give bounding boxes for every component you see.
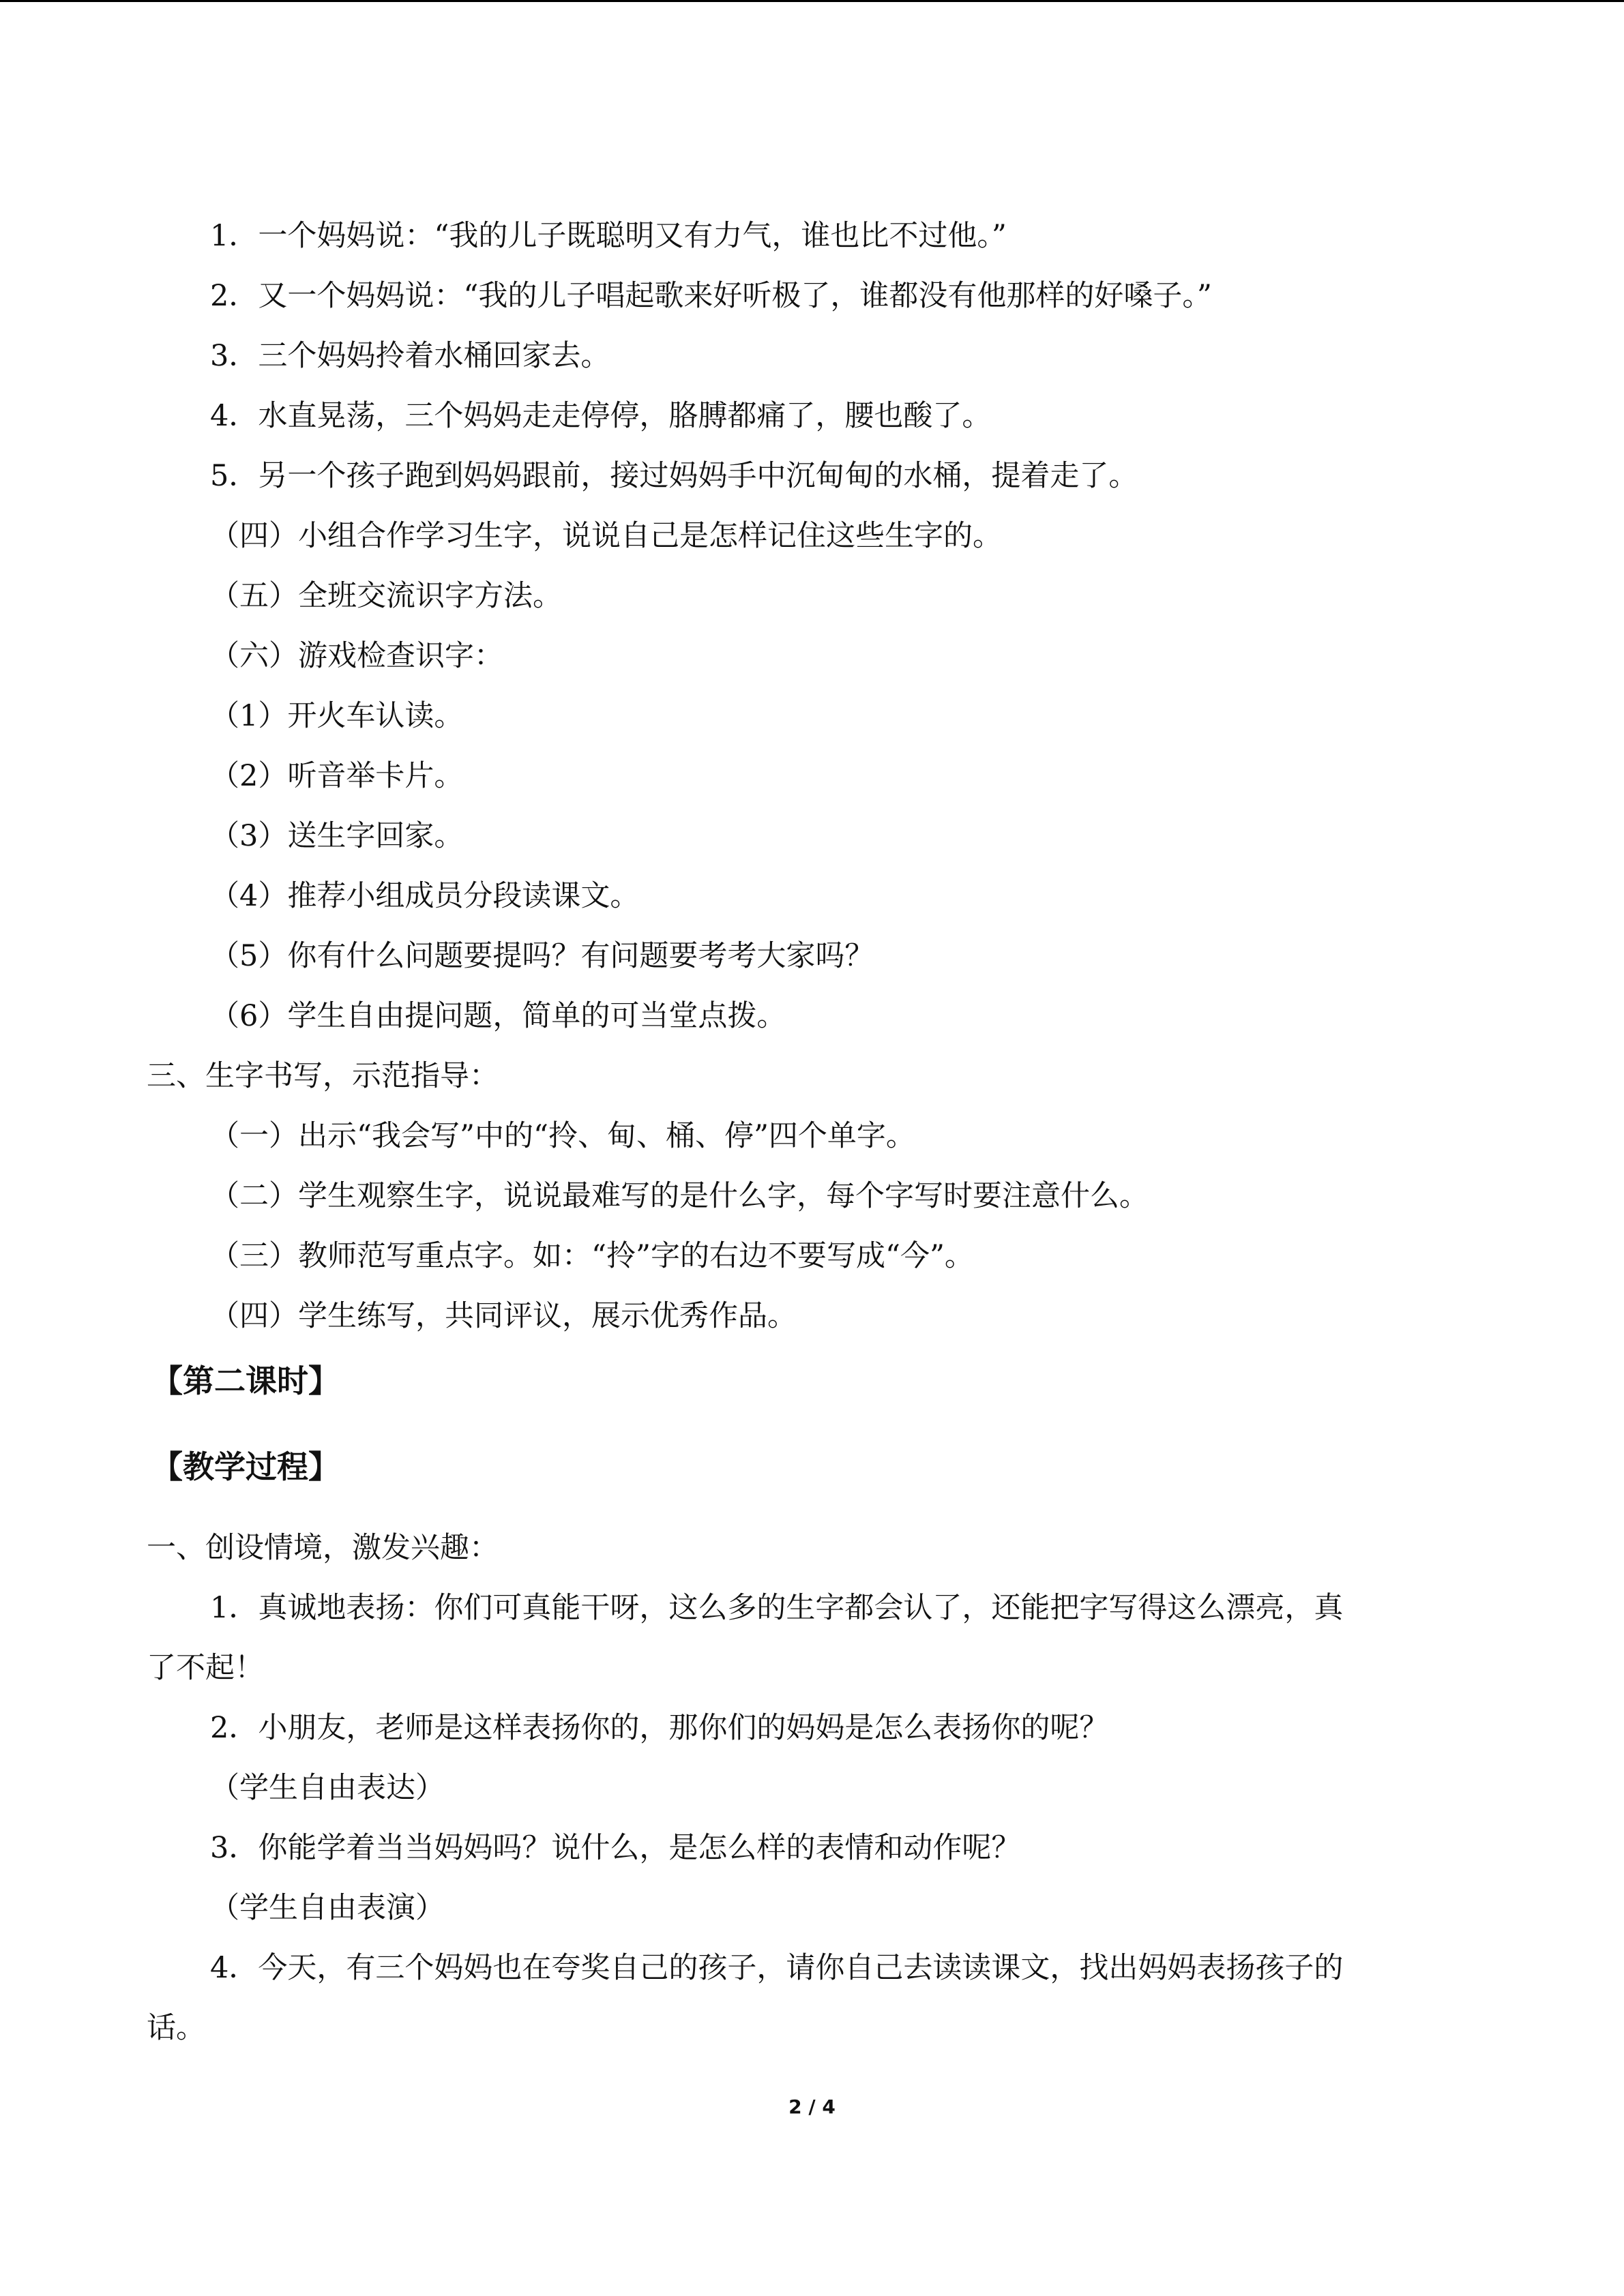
text-line: 2．小朋友，老师是这样表扬你的，那你们的妈妈是怎么表扬你的呢？ [210,1711,1109,1745]
text-line: 话。 [147,2011,205,2045]
lesson-heading: 【第二课时】 [151,1362,340,1399]
text-line: （学生自由表演） [210,1891,445,1925]
text-line: 3．你能学着当当妈妈吗？说什么，是怎么样的表情和动作呢？ [210,1831,1021,1865]
text-line: （学生自由表达） [210,1771,445,1805]
text-line: 2．又一个妈妈说：“我的儿子唱起歌来好听极了，谁都没有他那样的好嗓子。” [210,279,1212,313]
section-heading: 一、创设情境，激发兴趣： [147,1531,499,1565]
text-line: 1．真诚地表扬：你们可真能干呀，这么多的生字都会认了，还能把字写得这么漂亮，真 [210,1591,1344,1625]
process-heading: 【教学过程】 [151,1448,340,1485]
text-line: 4．今天，有三个妈妈也在夸奖自己的孩子，请你自己去读读课文，找出妈妈表扬孩子的 [210,1951,1344,1985]
text-line: 4．水直晃荡，三个妈妈走走停停，胳膊都痛了，腰也酸了。 [210,399,992,433]
text-line: （2）听音举卡片。 [210,759,464,793]
text-line: （四）小组合作学习生字，说说自己是怎样记住这些生字的。 [210,519,1002,553]
text-line: （1）开火车认读。 [210,699,464,733]
text-line: （一）出示“我会写”中的“拎、甸、桶、停”四个单字。 [210,1119,915,1153]
text-line: （6）学生自由提问题，简单的可当堂点拨。 [210,999,786,1033]
top-border-line [0,0,1624,2]
text-line: （三）教师范写重点字。如：“拎”字的右边不要写成“今”。 [210,1239,974,1273]
text-line: （四）学生练写，共同评议，展示优秀作品。 [210,1299,797,1333]
text-line: 5．另一个孩子跑到妈妈跟前，接过妈妈手中沉甸甸的水桶，提着走了。 [210,459,1138,493]
text-line: 了不起！ [147,1651,264,1685]
page-number: 2 / 4 [788,2096,836,2118]
text-line: 3．三个妈妈拎着水桶回家去。 [210,339,610,373]
section-heading: 三、生字书写，示范指导： [147,1059,499,1093]
text-line: （五）全班交流识字方法。 [210,579,562,613]
text-line: （3）送生字回家。 [210,819,464,853]
text-line: （六）游戏检查识字： [210,639,503,673]
text-line: （二）学生观察生字，说说最难写的是什么字，每个字写时要注意什么。 [210,1179,1149,1213]
text-line: （5）你有什么问题要提吗？有问题要考考大家吗？ [210,939,874,973]
text-line: （4）推荐小组成员分段读课文。 [210,879,640,913]
text-line: 1．一个妈妈说：“我的儿子既聪明又有力气，谁也比不过他。” [210,219,1007,253]
